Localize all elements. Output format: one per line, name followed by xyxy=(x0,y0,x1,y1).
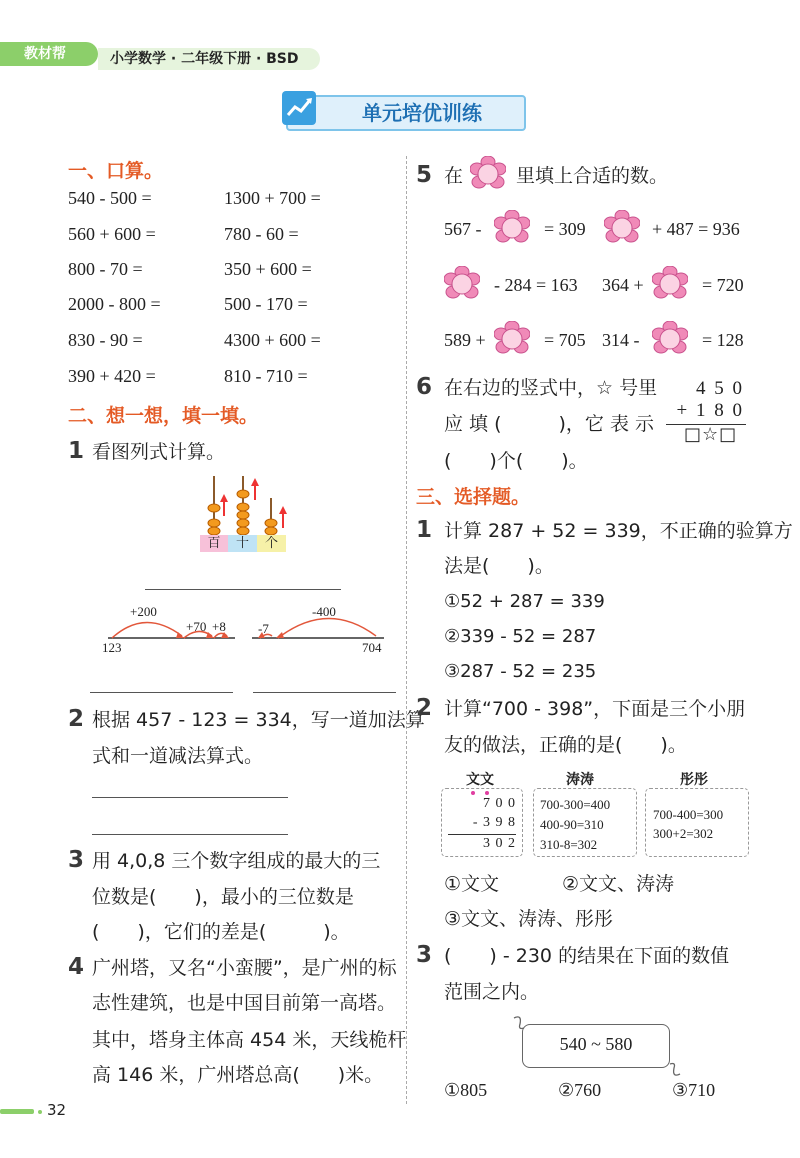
oral-calc-1: 540 - 500 = xyxy=(68,188,152,208)
tongtong-line: 700-400=300 xyxy=(653,807,724,822)
flower-blank[interactable] xyxy=(494,321,530,357)
section1-title: 一、口算。 xyxy=(68,160,164,182)
option[interactable]: ①52 + 287 = 339 xyxy=(444,591,605,612)
equation-right: = 705 xyxy=(544,330,586,350)
vertical-calc-result: □☆□ xyxy=(684,424,738,445)
section2-title: 二、想一想，填一填。 xyxy=(68,405,259,427)
question-text: 其中，塔身主体高 454 米，天线桅杆 xyxy=(92,1029,407,1051)
answer-line xyxy=(145,589,341,590)
start-value: 123 xyxy=(102,640,122,655)
question-text: 范围之内。 xyxy=(444,981,540,1003)
jump-label: +200 xyxy=(130,604,157,619)
jump-label: +8 xyxy=(212,619,226,634)
trend-chart-icon xyxy=(282,91,316,125)
question-number: 6 xyxy=(416,374,433,400)
taotao-line: 400-90=310 xyxy=(540,817,604,832)
question-text: 高 146 米，广州塔总高( )米。 xyxy=(92,1064,384,1086)
header-tag: 教材帮 xyxy=(0,42,98,66)
header-title: 小学数学 · 二年级下册 · BSD xyxy=(110,51,299,67)
question-number: 5 xyxy=(416,162,433,188)
student-name: 文文 xyxy=(466,772,494,788)
question-text: 看图列式计算。 xyxy=(92,441,226,463)
question-text: 广州塔，又名“小蛮腰”，是广州的标 xyxy=(92,957,397,979)
flower-blank[interactable] xyxy=(652,321,688,357)
option[interactable]: ②760 xyxy=(558,1080,602,1100)
option[interactable]: ③文文、涛涛、彤彤 xyxy=(444,908,614,930)
abacus-label-hundreds: 百 xyxy=(200,535,228,552)
oral-calc-9: 830 - 90 = xyxy=(68,330,143,350)
answer-line xyxy=(90,692,233,693)
jump-label: +70 xyxy=(186,619,207,634)
question-text: 位数是( )，最小的三位数是 xyxy=(92,886,354,908)
vertical-calc-second: + 1 8 0 xyxy=(676,400,744,421)
question-text: 在 xyxy=(444,165,464,187)
oral-calc-7: 2000 - 800 = xyxy=(68,294,161,314)
question-number: 3 xyxy=(68,847,85,873)
flower-blank[interactable] xyxy=(604,210,640,246)
jump-label: -7 xyxy=(258,621,269,636)
question-text: 在右边的竖式中，☆ 号里 xyxy=(444,377,658,399)
wenwen-line: - 3 9 8 xyxy=(472,815,516,830)
option[interactable]: ①文文 xyxy=(444,873,500,895)
column-divider xyxy=(406,156,407,1104)
page-number-bar xyxy=(0,1109,34,1114)
answer-line xyxy=(253,692,396,693)
question-text: ( )个( )。 xyxy=(444,450,588,472)
equation-right: = 309 xyxy=(544,219,586,239)
equation-right: = 128 xyxy=(702,330,744,350)
question-number: 1 xyxy=(68,438,85,464)
question-text: 计算 287 + 52 = 339，不正确的验算方 xyxy=(444,520,793,542)
end-value: 704 xyxy=(362,640,382,655)
taotao-line: 700-300=400 xyxy=(540,797,611,812)
wenwen-line: 3 0 2 xyxy=(483,836,516,851)
question-number: 1 xyxy=(416,517,433,543)
question-text: 里填上合适的数。 xyxy=(516,165,669,187)
question-text: 式和一道减法算式。 xyxy=(92,745,264,767)
question-number: 4 xyxy=(68,954,85,980)
student-name: 彤彤 xyxy=(680,772,708,788)
question-text: 法是( )。 xyxy=(444,555,554,577)
student-name: 涛涛 xyxy=(566,772,594,788)
oral-calc-2: 1300 + 700 = xyxy=(224,188,321,208)
answer-line xyxy=(92,797,288,798)
question-text: ( ) - 230 的结果在下面的数值 xyxy=(444,945,730,967)
flower-blank[interactable] xyxy=(444,266,480,302)
question-text: 计算“700 - 398”，下面是三个小朋 xyxy=(444,698,746,720)
question-text: 友的做法，正确的是( )。 xyxy=(444,734,687,756)
option[interactable]: ③287 - 52 = 235 xyxy=(444,661,597,682)
question-text: 志性建筑，也是中国目前第一高塔。 xyxy=(92,992,397,1014)
section3-title: 三、选择题。 xyxy=(416,486,531,508)
question-text: ( )，它们的差是( )。 xyxy=(92,921,350,943)
oral-calc-8: 500 - 170 = xyxy=(224,294,308,314)
oral-calc-10: 4300 + 600 = xyxy=(224,330,321,350)
question-text: 根据 457 - 123 = 334，写一道加法算 xyxy=(92,709,425,731)
option[interactable]: ①805 xyxy=(444,1080,488,1100)
vertical-calc-top: 4 5 0 xyxy=(696,378,744,399)
oral-calc-4: 780 - 60 = xyxy=(224,224,299,244)
jump-label: -400 xyxy=(312,604,336,619)
borrow-dot xyxy=(485,791,489,795)
question-number: 2 xyxy=(416,695,433,721)
equation-right: + 487 = 936 xyxy=(652,219,740,239)
equation-left: 589 + xyxy=(444,330,486,350)
taotao-line: 310-8=302 xyxy=(540,837,598,852)
wenwen-line: 7 0 0 xyxy=(483,796,516,811)
question-text: 用 4,0,8 三个数字组成的最大的三 xyxy=(92,850,381,872)
equation-left: 314 - xyxy=(602,330,640,350)
answer-line xyxy=(92,834,288,835)
oral-calc-6: 350 + 600 = xyxy=(224,259,312,279)
oral-calc-3: 560 + 600 = xyxy=(68,224,156,244)
borrow-dot xyxy=(471,791,475,795)
banner-title: 单元培优训练 xyxy=(362,101,482,125)
equation-left: 364 + xyxy=(602,275,644,295)
question-number: 2 xyxy=(68,706,85,732)
page-number-dot xyxy=(38,1110,42,1114)
question-text: 应 填 ( )，它 表 示 xyxy=(444,413,654,435)
equation-left: 567 - xyxy=(444,219,482,239)
option[interactable]: ②文文、涛涛 xyxy=(562,873,675,895)
oral-calc-12: 810 - 710 = xyxy=(224,366,308,386)
page-number: 32 xyxy=(47,1101,67,1119)
tongtong-line: 300+2=302 xyxy=(653,826,714,841)
question-number: 3 xyxy=(416,942,433,968)
oral-calc-5: 800 - 70 = xyxy=(68,259,143,279)
option[interactable]: ③710 xyxy=(672,1080,716,1100)
flower-icon xyxy=(470,156,506,192)
flower-blank[interactable] xyxy=(652,266,688,302)
abacus-label-tens: 十 xyxy=(228,535,257,552)
option[interactable]: ②339 - 52 = 287 xyxy=(444,626,597,647)
equation-right: - 284 = 163 xyxy=(494,275,578,295)
oral-calc-11: 390 + 420 = xyxy=(68,366,156,386)
flower-blank[interactable] xyxy=(494,210,530,246)
abacus-label-ones: 个 xyxy=(257,535,286,552)
equation-right: = 720 xyxy=(702,275,744,295)
wenwen-rule xyxy=(448,834,516,835)
range-text: 540 ~ 580 xyxy=(559,1034,633,1054)
